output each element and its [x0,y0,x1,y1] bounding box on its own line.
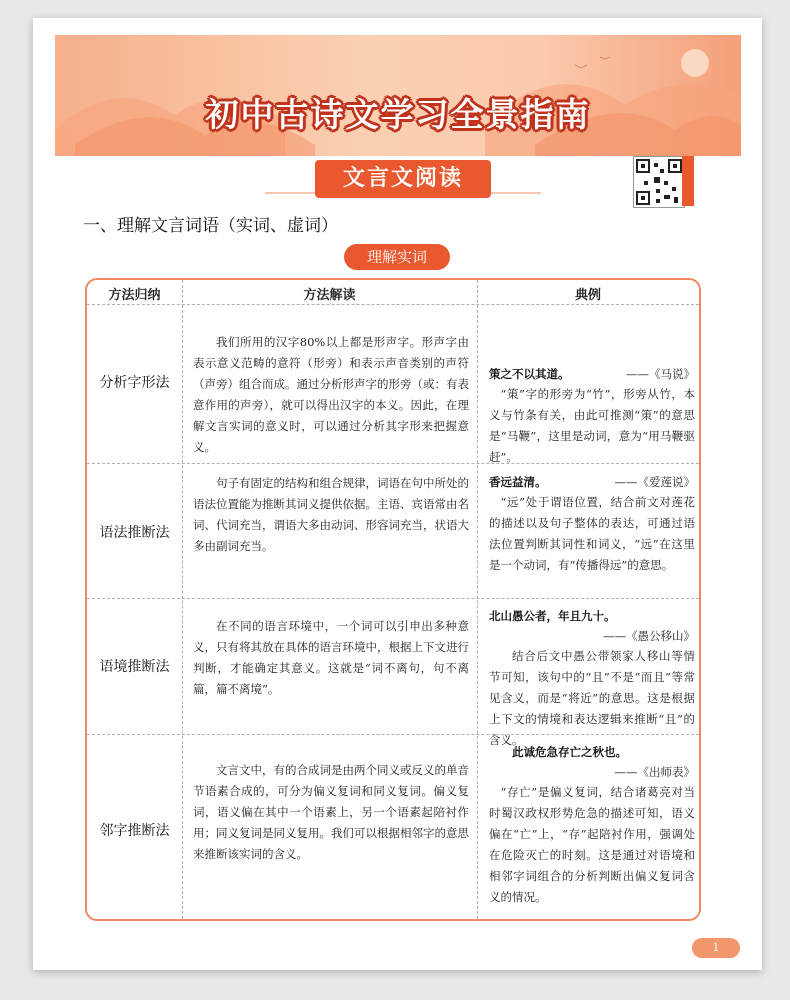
example-quote: 策之不以其道。 [489,367,570,381]
example-quote: 香远益清。 [489,475,547,489]
method-table [85,278,701,921]
method-name: 邻字推断法 [99,823,170,839]
section-bar [305,160,501,202]
header-example: 典例 [574,288,601,303]
column-divider [477,280,478,919]
method-explanation: 我们所用的汉字80%以上都是形声字。形声字由表示意义范畴的意符（形旁）和表示声音类别的声符（声旁）组合而成。通过分析形声字的形旁（或：有表意作用的声旁），就可以得出汉字的本义。因此，在理解文言实词的意义时，可以通过分析其字形来把握意义。 [193,335,469,454]
banner-title: 初中古诗文学习全景指南 [205,95,591,134]
header-method: 方法归纳 [108,288,161,303]
example-source: ——《出师表》 [614,765,695,779]
column-divider [182,280,183,919]
qr-tag [682,156,694,206]
example-source: ——《爱莲说》 [614,475,695,489]
method-name: 语境推断法 [99,659,170,675]
example-text: “存亡”是偏义复词，结合诸葛亮对当时蜀汉政权形势危急的描述可知，语义偏在“亡”上，“存”起陪衬作用，强调处在危险灭亡的时刻。这是通过对语境和相邻字词组合的分析判断出偏义复词含义的情况。 [489,785,695,904]
method-name: 分析字形法 [99,375,170,391]
example-quote: 此诚危急存亡之秋也。 [512,745,627,759]
page [33,18,762,970]
method-explanation: 文言文中，有的合成词是由两个同义或反义的单音节语素合成的，可分为偏义复词和同义复词。偏义复词，语义偏在其中一个语素上，另一个语素起陪衬作用；同义复词是同义复用。我们可以根据相邻字的意思来推断该实词的含义。 [193,763,469,861]
subsection-pill: 理解实词 [344,244,450,270]
banner [55,35,741,156]
example-source: ——《马说》 [626,367,695,381]
page-number: 1 [692,938,740,958]
row-divider [87,304,699,305]
header-explanation: 方法解读 [303,288,356,303]
method-explanation: 在不同的语言环境中，一个词可以引申出多种意义，只有将其放在具体的语言环境中，根据上下文进行判断，才能确定其意义。这就是“词不离句，句不离篇，篇不离境”。 [193,619,469,696]
example-text: “远”处于谓语位置，结合前文对莲花的描述以及句子整体的表达，可通过语法位置判断其词性和词义，“远”在这里是一个动词，有“传播得远”的意思。 [489,495,695,572]
method-explanation: 句子有固定的结构和组合规律，词语在句中所处的语法位置能为推断其词义提供依据。主语、宾语常由名词、代词充当，谓语大多由动词、形容词充当，状语大多由副词充当。 [193,476,469,553]
row-divider [87,598,699,599]
example-quote: 北山愚公者，年且九十。 [489,609,616,623]
example-source: ——《愚公移山》 [603,629,695,643]
example-text: “策”字的形旁为“竹”，形旁从竹，本义与竹条有关，由此可推测“策”的意思是“马鞭”，这里是动词，意为“用马鞭驱赶”。 [489,387,695,464]
method-name: 语法推断法 [99,525,170,541]
qr-code-icon[interactable] [633,156,685,208]
section-title: 文言文阅读 [315,160,491,198]
section-heading: 一、理解文言词语（实词、虚词） [83,216,338,236]
example-text: 结合后文中愚公带领家人移山等情节可知，该句中的“且”不是“而且”等常见含义，而是“将近”的意思。这是根据上下文的情境和表达逻辑来推断“且”的含义。 [489,649,695,747]
